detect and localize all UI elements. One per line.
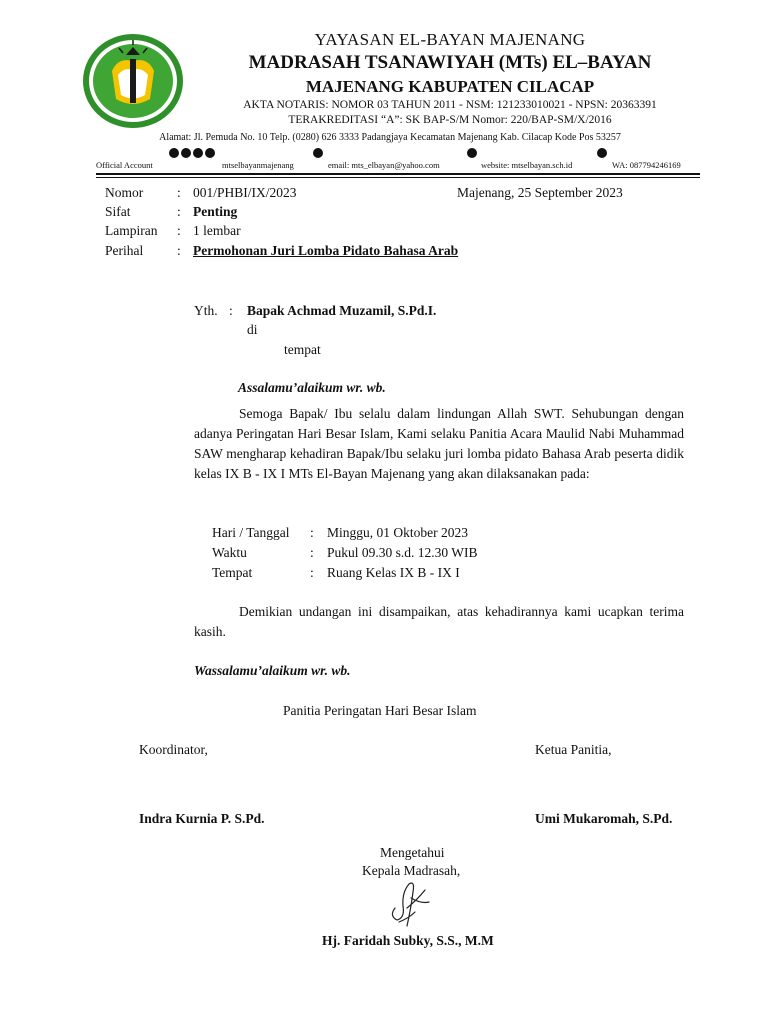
nomor-label: Nomor (105, 185, 144, 200)
perihal-label: Perihal (105, 243, 144, 258)
waktu-value: Pukul 09.30 s.d. 12.30 WIB (327, 545, 478, 560)
acknowledge-label: Mengetahui (380, 845, 445, 860)
perihal-value: Permohonan Juri Lomba Pidato Bahasa Arab (193, 243, 459, 258)
waktu-label: Waktu (212, 545, 247, 560)
sifat-label: Sifat (105, 204, 131, 219)
school-address: Alamat: Jl. Pemuda No. 10 Telp. (0280) 626 3333 Padangjaya Kecamatan Majenang Kab. Cilacap Kode Pos 53257 (159, 132, 621, 143)
header-divider-thin (96, 177, 700, 178)
greeting: Assalamu’alaikum wr. wb. (238, 380, 386, 395)
youtube-icon (205, 148, 215, 158)
closing: Wassalamu’alaikum wr. wb. (194, 663, 351, 678)
lampiran-colon: : (177, 223, 181, 238)
website-icon (467, 148, 477, 158)
coordinator-name: Indra Kurnia P. S.Pd. (139, 811, 265, 826)
perihal-colon: : (177, 243, 181, 258)
body-paragraph-2: Demikian undangan ini disampaikan, atas kehadirannya kami ucapkan terima kasih. (194, 604, 684, 639)
instagram-icon (193, 148, 203, 158)
whatsapp-icon (597, 148, 607, 158)
social-handle: mtselbayanmajenang (222, 160, 294, 170)
committee-name: Panitia Peringatan Hari Besar Islam (283, 703, 477, 718)
school-region: MAJENANG KABUPATEN CILACAP (305, 77, 595, 96)
hari-colon: : (310, 525, 314, 540)
letter-date: Majenang, 25 September 2023 (457, 185, 623, 200)
email-icon (313, 148, 323, 158)
handwritten-signature (385, 878, 435, 930)
yth-colon: : (229, 303, 233, 318)
tempat-colon: : (310, 565, 314, 580)
notary-info: AKTA NOTARIS: NOMOR 03 TAHUN 2011 - NSM: 121233010021 - NPSN: 20363391 (243, 99, 657, 111)
sifat-colon: : (177, 204, 181, 219)
body-paragraph-1: Semoga Bapak/ Ibu selalu dalam lindungan Allah SWT. Sehubungan dengan adanya Peringatan Hari Besar Islam, Kami selaku Panitia Acara Maulid Nabi Muhammad SAW mengharap kehadiran Bapak/Ibu selaku juri lomba pidato Bahasa Arab peserta didik kelas IX B - IX I MTs El-Bayan Majenang yang akan dilaksanakan pada: (194, 406, 684, 481)
whatsapp-number: WA: 087794246169 (612, 160, 681, 170)
hari-label: Hari / Tanggal (212, 525, 290, 540)
chair-name: Umi Mukaromah, S.Pd. (535, 811, 673, 826)
head-title: Kepala Madrasah, (362, 863, 461, 878)
waktu-colon: : (310, 545, 314, 560)
lampiran-value: 1 lembar (193, 223, 241, 238)
nomor-value: 001/PHBI/IX/2023 (193, 185, 297, 200)
website-address: website: mtselbayan.sch.id (481, 160, 573, 170)
facebook-icon (169, 148, 179, 158)
twitter-icon (181, 148, 191, 158)
yth-label: Yth. (194, 303, 218, 318)
coordinator-title: Koordinator, (139, 742, 208, 757)
official-account-label: Official Account (96, 160, 153, 170)
email-address: email: mts_elbayan@yahoo.com (328, 160, 440, 170)
tempat-label: Tempat (212, 565, 253, 580)
head-name: Hj. Faridah Subky, S.S., M.M (322, 933, 494, 948)
recipient-di: di (247, 322, 258, 337)
accreditation-info: TERAKREDITASI “A”: SK BAP-S/M Nomor: 220/BAP-SM/X/2016 (288, 114, 612, 126)
sifat-value: Penting (193, 204, 238, 219)
school-logo (82, 33, 184, 129)
recipient-name: Bapak Achmad Muzamil, S.Pd.I. (247, 303, 437, 318)
school-name: MADRASAH TSANAWIYAH (MTs) EL–BAYAN (248, 52, 652, 73)
hari-value: Minggu, 01 Oktober 2023 (327, 525, 468, 540)
nomor-colon: : (177, 185, 181, 200)
foundation-name: YAYASAN EL-BAYAN MAJENANG (314, 30, 586, 49)
lampiran-label: Lampiran (105, 223, 158, 238)
header-divider (96, 173, 700, 175)
tempat-value: Ruang Kelas IX B - IX I (327, 565, 460, 580)
chair-title: Ketua Panitia, (535, 742, 612, 757)
recipient-place: tempat (284, 342, 321, 357)
